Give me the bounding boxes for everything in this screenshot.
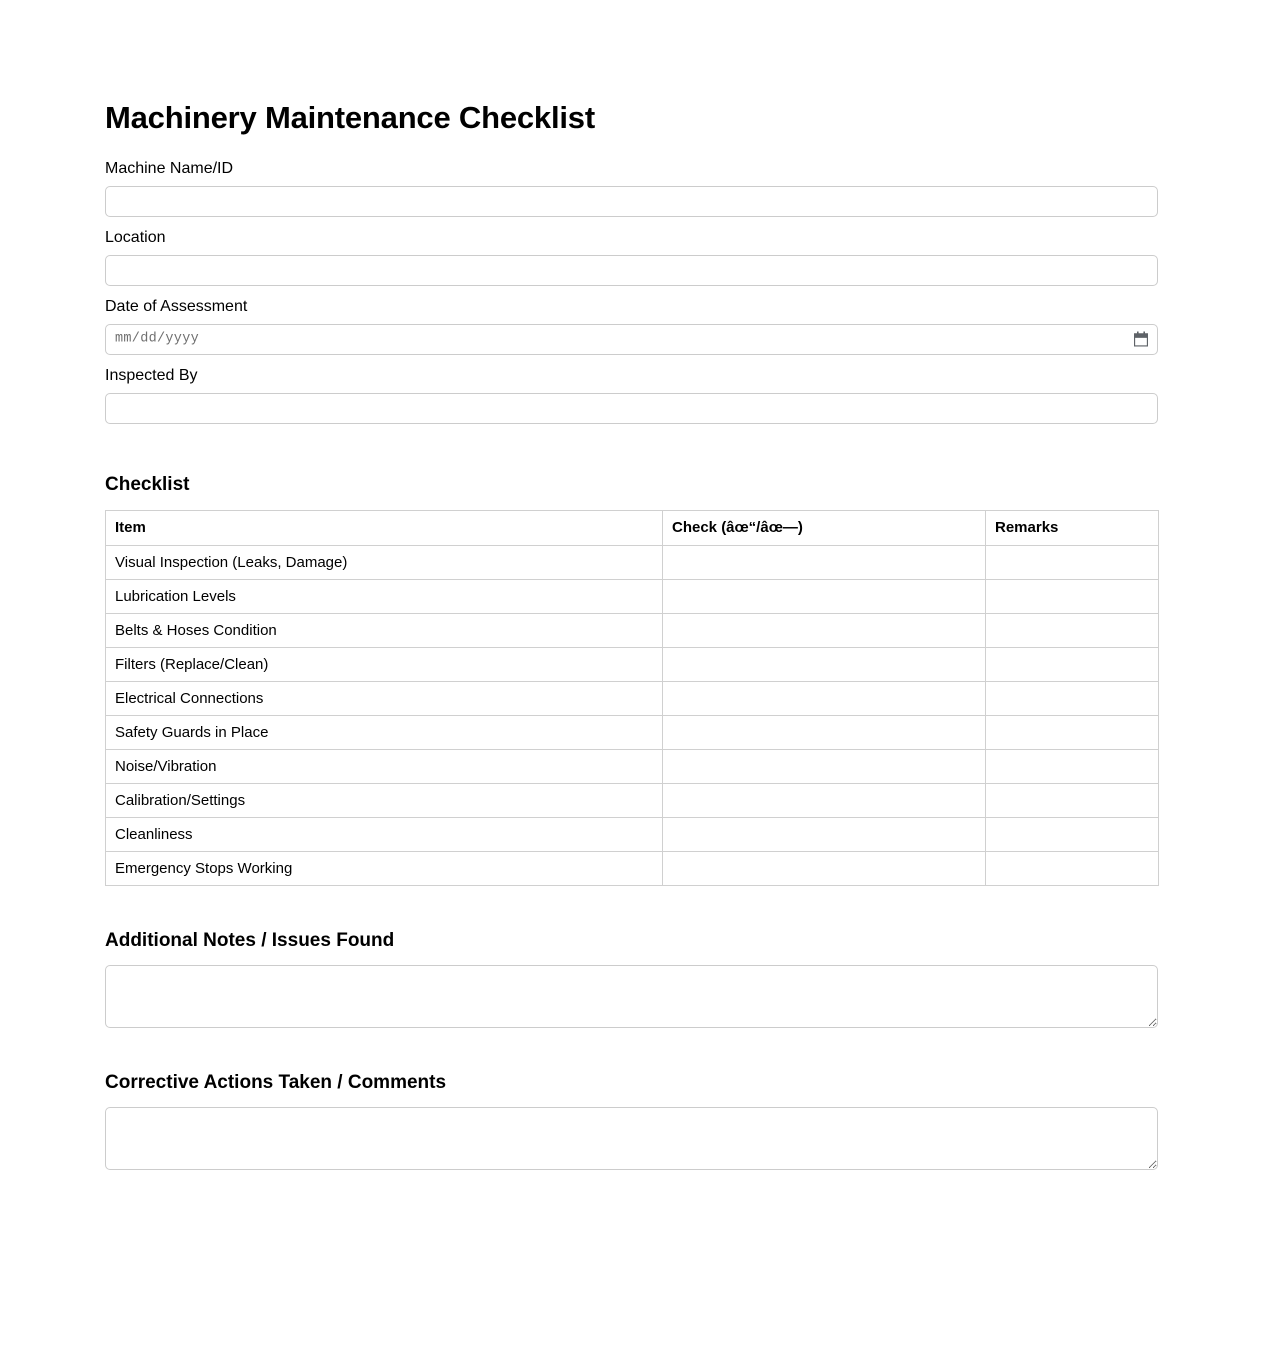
corrective-actions-textarea[interactable] [105, 1107, 1158, 1170]
cell-item: Lubrication Levels [106, 580, 663, 614]
field-inspected-by [105, 365, 1158, 424]
column-header-check: Check (âœ“/âœ—) [663, 511, 986, 546]
table-row [106, 818, 1159, 852]
table-row [106, 614, 1159, 648]
field-label-location: Location [105, 228, 166, 246]
cell-remarks[interactable] [986, 546, 1159, 580]
table-row [106, 682, 1159, 716]
cell-check[interactable] [663, 682, 986, 716]
date-of-assessment-input[interactable] [105, 324, 1158, 355]
page-title: Machinery Maintenance Checklist [105, 100, 595, 135]
cell-remarks[interactable] [986, 614, 1159, 648]
cell-check[interactable] [663, 614, 986, 648]
cell-check[interactable] [663, 750, 986, 784]
cell-item: Noise/Vibration [106, 750, 663, 784]
cell-remarks[interactable] [986, 682, 1159, 716]
field-label-machine-name: Machine Name/ID [105, 159, 234, 177]
table-row [106, 580, 1159, 614]
cell-item: Safety Guards in Place [106, 716, 663, 750]
cell-check[interactable] [663, 716, 986, 750]
checklist-table [105, 510, 1159, 886]
location-input[interactable] [105, 255, 1158, 286]
calendar-icon[interactable] [1134, 332, 1148, 347]
table-row [106, 750, 1159, 784]
field-label-inspected-by: Inspected By [105, 366, 198, 384]
cell-item: Calibration/Settings [106, 784, 663, 818]
field-label-date-of-assessment: Date of Assessment [105, 297, 248, 315]
cell-remarks[interactable] [986, 750, 1159, 784]
cell-item: Emergency Stops Working [106, 852, 663, 886]
cell-remarks[interactable] [986, 852, 1159, 886]
checklist-heading: Checklist [105, 473, 190, 495]
cell-item: Visual Inspection (Leaks, Damage) [106, 546, 663, 580]
table-row [106, 852, 1159, 886]
bottom-spacer [105, 1170, 1158, 1280]
cell-check[interactable] [663, 580, 986, 614]
table-row [106, 546, 1159, 580]
field-date-of-assessment [105, 296, 1158, 355]
checklist-table-head [106, 511, 1159, 546]
cell-item: Belts & Hoses Condition [106, 614, 663, 648]
date-placeholder-text: mm/dd/yyyy [115, 331, 200, 347]
field-location [105, 227, 1158, 286]
cell-item: Filters (Replace/Clean) [106, 648, 663, 682]
cell-check[interactable] [663, 784, 986, 818]
cell-remarks[interactable] [986, 784, 1159, 818]
additional-notes-heading: Additional Notes / Issues Found [105, 930, 395, 952]
table-header-row [106, 511, 1159, 546]
cell-remarks[interactable] [986, 716, 1159, 750]
inspected-by-input[interactable] [105, 393, 1158, 424]
cell-remarks[interactable] [986, 648, 1159, 682]
column-header-item: Item [106, 511, 663, 546]
cell-check[interactable] [663, 852, 986, 886]
cell-remarks[interactable] [986, 580, 1159, 614]
table-row [106, 716, 1159, 750]
table-row [106, 648, 1159, 682]
table-row [106, 784, 1159, 818]
checklist-table-body [106, 546, 1159, 886]
additional-notes-textarea[interactable] [105, 965, 1158, 1028]
cell-check[interactable] [663, 818, 986, 852]
field-machine-name [105, 158, 1158, 217]
corrective-actions-heading: Corrective Actions Taken / Comments [105, 1072, 447, 1094]
cell-remarks[interactable] [986, 818, 1159, 852]
section-spacer [105, 434, 1158, 474]
machine-name-input[interactable] [105, 186, 1158, 217]
cell-item: Cleanliness [106, 818, 663, 852]
column-header-remarks: Remarks [986, 511, 1159, 546]
cell-check[interactable] [663, 648, 986, 682]
cell-check[interactable] [663, 546, 986, 580]
cell-item: Electrical Connections [106, 682, 663, 716]
